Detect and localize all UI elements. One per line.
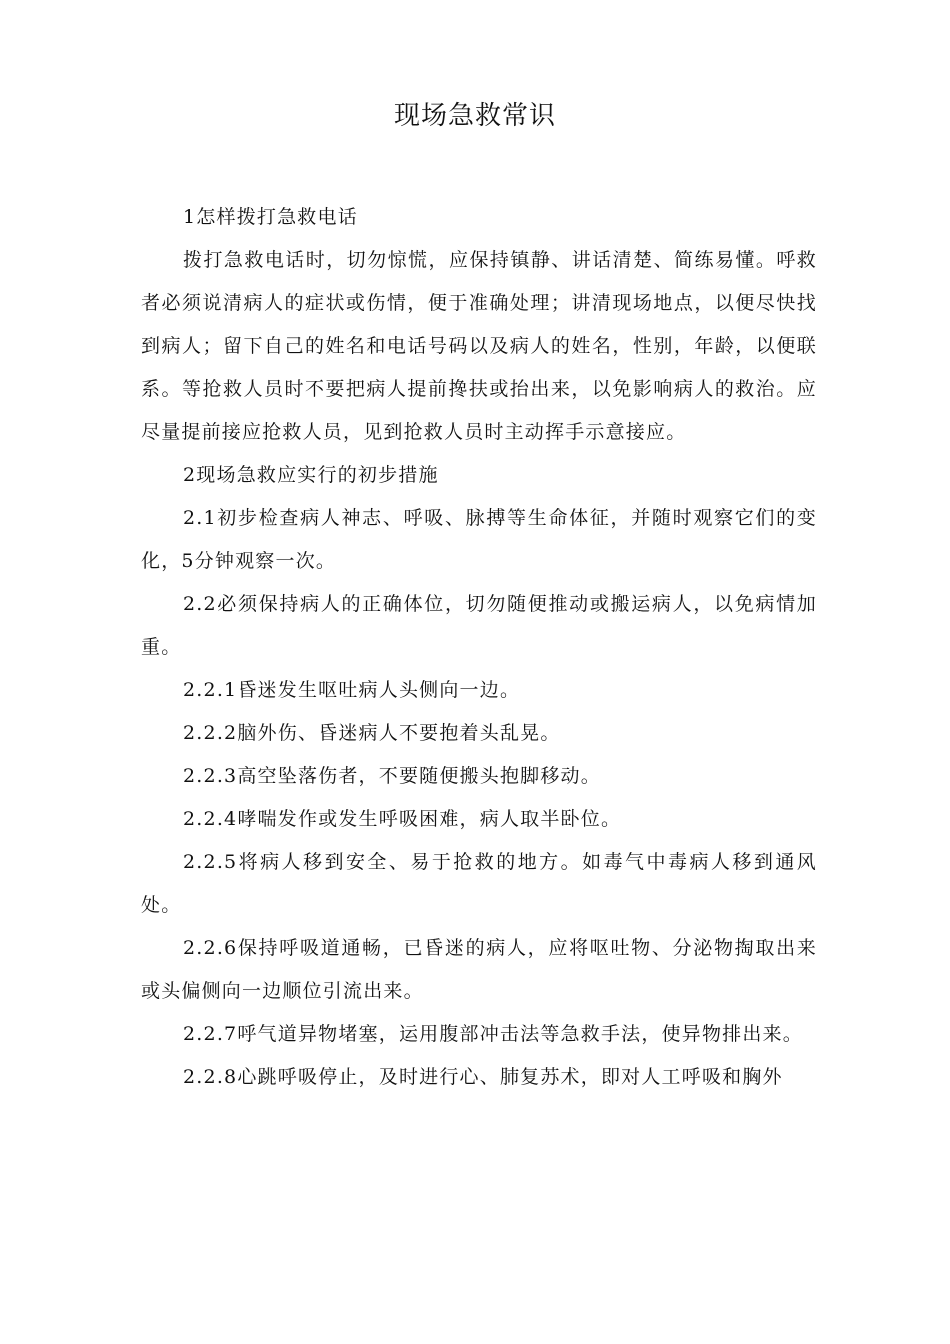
paragraph-2-2-1: 2.2.1昏迷发生呕吐病人头侧向一边。 xyxy=(183,679,521,701)
paragraph-2-2-3: 2.2.3高空坠落伤者，不要随便搬头抱脚移动。 xyxy=(183,765,601,787)
paragraph-2-2-6: 2.2.6保持呼吸道通畅，已昏迷的病人，应将呕吐物、分泌物掏取出来或头偏侧向一边顺位引流出来。 xyxy=(141,937,817,1002)
paragraph-2-2-8: 2.2.8心跳呼吸停止，及时进行心、肺复苏术，即对人工呼吸和胸外 xyxy=(183,1066,783,1088)
paragraph-2-2-7: 2.2.7呼气道异物堵塞，运用腹部冲击法等急救手法，使异物排出来。 xyxy=(183,1023,803,1045)
section-heading-2: 2现场急救应实行的初步措施 xyxy=(183,464,439,486)
paragraph-2-2-2: 2.2.2脑外伤、昏迷病人不要抱着头乱晃。 xyxy=(183,722,561,744)
document-body xyxy=(141,196,817,1099)
section-heading-1: 1怎样拨打急救电话 xyxy=(183,206,358,228)
paragraph-2-2-4: 2.2.4哮喘发作或发生呼吸困难，病人取半卧位。 xyxy=(183,808,622,830)
document-title: 现场急救常识 xyxy=(393,101,556,131)
paragraph-2-2-5: 2.2.5将病人移到安全、易于抢救的地方。如毒气中毒病人移到通风处。 xyxy=(141,851,817,916)
paragraph-2-1: 2.1初步检查病人神志、呼吸、脉搏等生命体征，并随时观察它们的变化，5分钟观察一次。 xyxy=(141,507,817,572)
paragraph-2-2: 2.2必须保持病人的正确体位，切勿随便推动或搬运病人，以免病情加重。 xyxy=(141,593,817,658)
paragraph-emergency-call: 拨打急救电话时，切勿惊慌，应保持镇静、讲话清楚、简练易懂。呼救者必须说清病人的症状或伤情，便于准确处理；讲清现场地点，以便尽快找到病人；留下自己的姓名和电话号码以及病人的姓名，性别，年龄，以便联系。等抢救人员时不要把病人提前搀扶或抬出来，以免影响病人的救治。应尽量提前接应抢救人员，见到抢救人员时主动挥手示意接应。 xyxy=(141,249,817,443)
